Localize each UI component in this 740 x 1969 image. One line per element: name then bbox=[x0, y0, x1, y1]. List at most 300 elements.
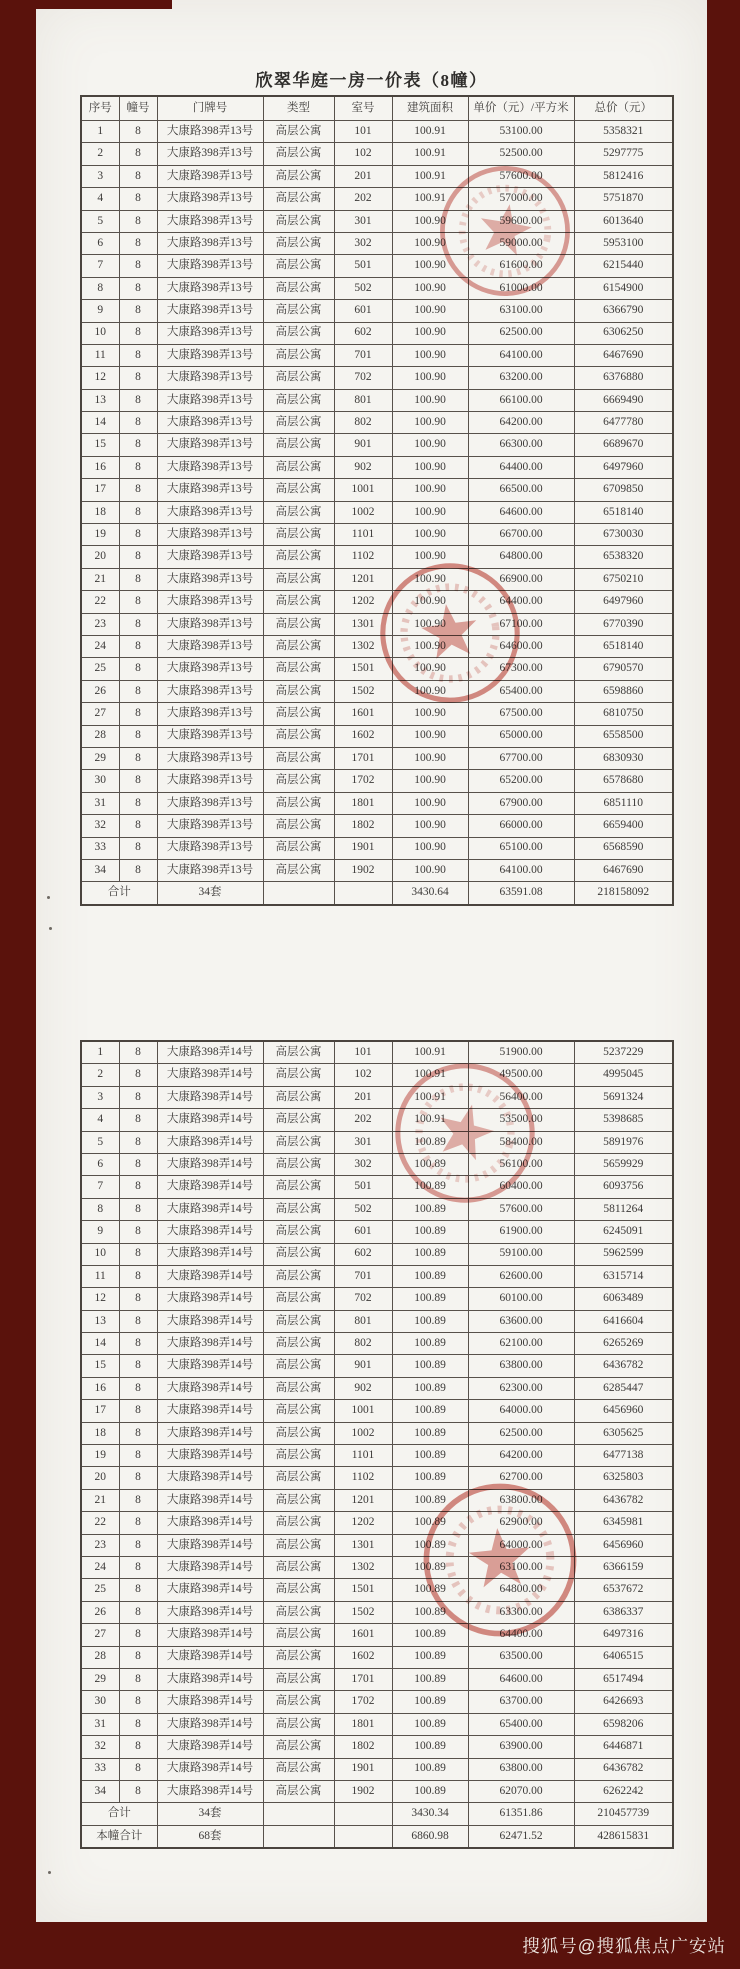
table-cell: 100.89 bbox=[392, 1445, 468, 1467]
table-cell: 3 bbox=[81, 1086, 119, 1108]
table-cell: 13 bbox=[81, 389, 119, 411]
table-row bbox=[81, 591, 673, 613]
table-row bbox=[81, 1713, 673, 1735]
table-cell: 1602 bbox=[334, 725, 392, 747]
table-cell: 1601 bbox=[334, 1624, 392, 1646]
column-header: 建筑面积 bbox=[392, 96, 468, 121]
table-cell: 62070.00 bbox=[468, 1780, 574, 1802]
table-cell: 大康路398弄14号 bbox=[157, 1489, 263, 1511]
subtotal-area: 3430.64 bbox=[392, 882, 468, 905]
table-cell: 8 bbox=[119, 344, 157, 366]
table-row bbox=[81, 1333, 673, 1355]
table-cell: 60400.00 bbox=[468, 1176, 574, 1198]
table-cell: 8 bbox=[119, 1109, 157, 1131]
grand-total-row bbox=[81, 1825, 673, 1848]
table-header-row bbox=[81, 96, 673, 121]
table-cell: 33 bbox=[81, 837, 119, 859]
table-cell: 大康路398弄14号 bbox=[157, 1736, 263, 1758]
price-table-building-13 bbox=[80, 95, 674, 906]
table-cell: 60100.00 bbox=[468, 1288, 574, 1310]
table-cell: 高层公寓 bbox=[263, 1646, 334, 1668]
table-cell: 1802 bbox=[334, 815, 392, 837]
table-cell: 5659929 bbox=[574, 1153, 673, 1175]
table-row bbox=[81, 1489, 673, 1511]
table-row bbox=[81, 703, 673, 725]
table-cell: 5953100 bbox=[574, 232, 673, 254]
table-cell: 高层公寓 bbox=[263, 1086, 334, 1108]
subtotal-row bbox=[81, 1803, 673, 1826]
table-row bbox=[81, 434, 673, 456]
table-cell: 65200.00 bbox=[468, 770, 574, 792]
table-cell: 8 bbox=[119, 277, 157, 299]
table-cell: 1301 bbox=[334, 1534, 392, 1556]
table-cell: 6578680 bbox=[574, 770, 673, 792]
table-row bbox=[81, 322, 673, 344]
table-cell: 8 bbox=[119, 747, 157, 769]
table-cell: 29 bbox=[81, 747, 119, 769]
table-cell: 8 bbox=[119, 456, 157, 478]
table-cell: 大康路398弄14号 bbox=[157, 1176, 263, 1198]
table-cell: 高层公寓 bbox=[263, 770, 334, 792]
table-cell: 8 bbox=[119, 1467, 157, 1489]
table-row bbox=[81, 568, 673, 590]
table-row bbox=[81, 1601, 673, 1623]
table-cell: 6598860 bbox=[574, 680, 673, 702]
table-cell: 52500.00 bbox=[468, 143, 574, 165]
table-cell: 2 bbox=[81, 1064, 119, 1086]
table-cell: 高层公寓 bbox=[263, 210, 334, 232]
table-cell: 64100.00 bbox=[468, 344, 574, 366]
table-cell: 102 bbox=[334, 143, 392, 165]
table-cell: 100.91 bbox=[392, 188, 468, 210]
table-cell: 8 bbox=[119, 1153, 157, 1175]
table-cell: 大康路398弄14号 bbox=[157, 1355, 263, 1377]
table-cell: 100.89 bbox=[392, 1265, 468, 1287]
table-cell: 6467690 bbox=[574, 344, 673, 366]
table-cell: 100.89 bbox=[392, 1556, 468, 1578]
table-cell: 6285447 bbox=[574, 1377, 673, 1399]
table-row bbox=[81, 1556, 673, 1578]
table-cell: 100.90 bbox=[392, 524, 468, 546]
table-cell: 21 bbox=[81, 1489, 119, 1511]
table-cell: 16 bbox=[81, 1377, 119, 1399]
table-row bbox=[81, 1691, 673, 1713]
table-cell: 18 bbox=[81, 501, 119, 523]
table-cell: 64400.00 bbox=[468, 591, 574, 613]
table-cell: 大康路398弄14号 bbox=[157, 1109, 263, 1131]
table-cell: 100.90 bbox=[392, 322, 468, 344]
table-cell: 8 bbox=[119, 479, 157, 501]
table-cell: 6245091 bbox=[574, 1221, 673, 1243]
table-cell: 64200.00 bbox=[468, 1445, 574, 1467]
table-cell: 100.90 bbox=[392, 479, 468, 501]
table-cell: 高层公寓 bbox=[263, 1333, 334, 1355]
table-cell: 8 bbox=[119, 1265, 157, 1287]
table-cell: 100.91 bbox=[392, 121, 468, 143]
table-cell: 5811264 bbox=[574, 1198, 673, 1220]
table-cell: 100.90 bbox=[392, 300, 468, 322]
table-cell: 100.90 bbox=[392, 792, 468, 814]
table-cell: 25 bbox=[81, 1579, 119, 1601]
scan-speckle bbox=[47, 896, 50, 899]
table-cell: 18 bbox=[81, 1422, 119, 1444]
table-cell: 26 bbox=[81, 1601, 119, 1623]
table-cell: 63800.00 bbox=[468, 1489, 574, 1511]
table-cell: 高层公寓 bbox=[263, 389, 334, 411]
table-cell: 100.90 bbox=[392, 501, 468, 523]
table-cell: 5237229 bbox=[574, 1041, 673, 1064]
table-cell: 63100.00 bbox=[468, 300, 574, 322]
table-cell: 65100.00 bbox=[468, 837, 574, 859]
table-cell: 8 bbox=[81, 1198, 119, 1220]
table-cell: 6810750 bbox=[574, 703, 673, 725]
table-cell: 8 bbox=[119, 121, 157, 143]
table-cell: 5358321 bbox=[574, 121, 673, 143]
table-cell: 6467690 bbox=[574, 859, 673, 881]
table-cell: 高层公寓 bbox=[263, 479, 334, 501]
table-cell: 8 bbox=[119, 389, 157, 411]
table-cell: 102 bbox=[334, 1064, 392, 1086]
table-cell: 大康路398弄13号 bbox=[157, 859, 263, 881]
table-cell: 8 bbox=[119, 1668, 157, 1690]
table-cell: 8 bbox=[119, 255, 157, 277]
table-cell: 701 bbox=[334, 344, 392, 366]
table-cell: 63500.00 bbox=[468, 1646, 574, 1668]
table-cell: 高层公寓 bbox=[263, 255, 334, 277]
table-cell: 8 bbox=[119, 1512, 157, 1534]
table-row bbox=[81, 1243, 673, 1265]
table-cell: 高层公寓 bbox=[263, 680, 334, 702]
table-cell: 100.90 bbox=[392, 859, 468, 881]
table-cell: 100.89 bbox=[392, 1221, 468, 1243]
table-cell: 6750210 bbox=[574, 568, 673, 590]
table-row bbox=[81, 210, 673, 232]
table-cell: 大康路398弄13号 bbox=[157, 344, 263, 366]
table-cell: 8 bbox=[119, 1288, 157, 1310]
table-cell: 15 bbox=[81, 434, 119, 456]
table-cell: 10 bbox=[81, 1243, 119, 1265]
table-row bbox=[81, 1646, 673, 1668]
table-cell: 1301 bbox=[334, 613, 392, 635]
subtotal-area: 3430.34 bbox=[392, 1803, 468, 1826]
table-cell: 14 bbox=[81, 1333, 119, 1355]
table-cell: 大康路398弄14号 bbox=[157, 1534, 263, 1556]
table-cell: 100.90 bbox=[392, 389, 468, 411]
table-row bbox=[81, 479, 673, 501]
table-cell: 大康路398弄13号 bbox=[157, 479, 263, 501]
table-cell: 8 bbox=[119, 725, 157, 747]
table-cell: 301 bbox=[334, 1131, 392, 1153]
table-cell: 大康路398弄13号 bbox=[157, 210, 263, 232]
table-cell: 8 bbox=[119, 770, 157, 792]
table-cell: 1602 bbox=[334, 1646, 392, 1668]
table-cell: 大康路398弄13号 bbox=[157, 770, 263, 792]
table-cell: 100.89 bbox=[392, 1310, 468, 1332]
table-cell: 大康路398弄14号 bbox=[157, 1780, 263, 1802]
table-cell: 高层公寓 bbox=[263, 591, 334, 613]
table-cell: 大康路398弄14号 bbox=[157, 1668, 263, 1690]
table-cell: 1502 bbox=[334, 1601, 392, 1623]
table-cell: 1801 bbox=[334, 1713, 392, 1735]
table-cell: 高层公寓 bbox=[263, 725, 334, 747]
table-row bbox=[81, 1221, 673, 1243]
table-cell: 1802 bbox=[334, 1736, 392, 1758]
grand-total-unit-price: 62471.52 bbox=[468, 1825, 574, 1848]
table-row bbox=[81, 456, 673, 478]
table-cell: 大康路398弄14号 bbox=[157, 1153, 263, 1175]
table-cell: 66300.00 bbox=[468, 434, 574, 456]
column-header: 总价（元） bbox=[574, 96, 673, 121]
table-cell: 100.89 bbox=[392, 1422, 468, 1444]
table-cell: 6366790 bbox=[574, 300, 673, 322]
column-header: 类型 bbox=[263, 96, 334, 121]
table-cell: 6305625 bbox=[574, 1422, 673, 1444]
table-cell: 高层公寓 bbox=[263, 1377, 334, 1399]
table-cell: 101 bbox=[334, 1041, 392, 1064]
table-cell: 30 bbox=[81, 770, 119, 792]
table-cell: 1601 bbox=[334, 703, 392, 725]
table-cell: 1701 bbox=[334, 1668, 392, 1690]
table-cell: 24 bbox=[81, 635, 119, 657]
table-cell: 大康路398弄13号 bbox=[157, 591, 263, 613]
table-row bbox=[81, 635, 673, 657]
table-cell: 502 bbox=[334, 277, 392, 299]
table-cell: 1102 bbox=[334, 546, 392, 568]
table-cell: 59100.00 bbox=[468, 1243, 574, 1265]
table-cell: 1 bbox=[81, 1041, 119, 1064]
table-cell: 202 bbox=[334, 188, 392, 210]
table-cell: 502 bbox=[334, 1198, 392, 1220]
table-cell: 8 bbox=[119, 680, 157, 702]
table-cell: 大康路398弄13号 bbox=[157, 300, 263, 322]
table-cell: 8 bbox=[119, 1086, 157, 1108]
table-cell: 59600.00 bbox=[468, 210, 574, 232]
table-row bbox=[81, 188, 673, 210]
table-cell: 大康路398弄13号 bbox=[157, 501, 263, 523]
table-row bbox=[81, 1579, 673, 1601]
table-cell: 8 bbox=[119, 1355, 157, 1377]
empty-cell bbox=[263, 1803, 334, 1826]
table-cell: 8 bbox=[81, 277, 119, 299]
table-row bbox=[81, 389, 673, 411]
page-title: 欣翠华庭一房一价表（8幢） bbox=[255, 71, 488, 90]
table-cell: 8 bbox=[119, 322, 157, 344]
subtotal-unit-price: 63591.08 bbox=[468, 882, 574, 905]
empty-cell bbox=[263, 1825, 334, 1848]
subtotal-total: 218158092 bbox=[574, 882, 673, 905]
grand-total-area: 6860.98 bbox=[392, 1825, 468, 1848]
table-cell: 28 bbox=[81, 725, 119, 747]
table-cell: 100.89 bbox=[392, 1333, 468, 1355]
table-cell: 1001 bbox=[334, 1400, 392, 1422]
table-cell: 802 bbox=[334, 412, 392, 434]
table-cell: 大康路398弄14号 bbox=[157, 1579, 263, 1601]
table-cell: 100.90 bbox=[392, 232, 468, 254]
table-cell: 大康路398弄14号 bbox=[157, 1198, 263, 1220]
table-cell: 大康路398弄14号 bbox=[157, 1758, 263, 1780]
table-cell: 701 bbox=[334, 1265, 392, 1287]
table-cell: 100.90 bbox=[392, 815, 468, 837]
table-cell: 100.89 bbox=[392, 1713, 468, 1735]
table-cell: 大康路398弄13号 bbox=[157, 546, 263, 568]
table-cell: 66900.00 bbox=[468, 568, 574, 590]
table-cell: 6518140 bbox=[574, 501, 673, 523]
table-row bbox=[81, 344, 673, 366]
table-cell: 8 bbox=[119, 434, 157, 456]
table-cell: 9 bbox=[81, 300, 119, 322]
table-cell: 大康路398弄14号 bbox=[157, 1445, 263, 1467]
table-row bbox=[81, 501, 673, 523]
table-cell: 大康路398弄14号 bbox=[157, 1624, 263, 1646]
table-cell: 6537672 bbox=[574, 1579, 673, 1601]
grand-total-units: 68套 bbox=[157, 1825, 263, 1848]
table-cell: 63200.00 bbox=[468, 367, 574, 389]
table-cell: 64200.00 bbox=[468, 412, 574, 434]
table-cell: 302 bbox=[334, 1153, 392, 1175]
table-cell: 8 bbox=[119, 1624, 157, 1646]
table-cell: 8 bbox=[119, 501, 157, 523]
table-cell: 大康路398弄14号 bbox=[157, 1377, 263, 1399]
table-cell: 高层公寓 bbox=[263, 1691, 334, 1713]
table-cell: 8 bbox=[119, 1601, 157, 1623]
table-cell: 501 bbox=[334, 255, 392, 277]
table-cell: 6456960 bbox=[574, 1534, 673, 1556]
table-cell: 28 bbox=[81, 1646, 119, 1668]
table-cell: 64000.00 bbox=[468, 1534, 574, 1556]
table-cell: 49500.00 bbox=[468, 1064, 574, 1086]
table-cell: 6659400 bbox=[574, 815, 673, 837]
empty-cell bbox=[263, 882, 334, 905]
table-cell: 3 bbox=[81, 165, 119, 187]
table-row bbox=[81, 300, 673, 322]
table-cell: 20 bbox=[81, 1467, 119, 1489]
table-cell: 24 bbox=[81, 1556, 119, 1578]
table-cell: 100.89 bbox=[392, 1534, 468, 1556]
table-cell: 8 bbox=[119, 546, 157, 568]
table-cell: 100.90 bbox=[392, 210, 468, 232]
empty-cell bbox=[334, 882, 392, 905]
scan-speckle bbox=[49, 927, 52, 930]
table-cell: 5962599 bbox=[574, 1243, 673, 1265]
table-cell: 大康路398弄14号 bbox=[157, 1422, 263, 1444]
table-cell: 64100.00 bbox=[468, 859, 574, 881]
table-cell: 高层公寓 bbox=[263, 367, 334, 389]
table-cell: 高层公寓 bbox=[263, 1467, 334, 1489]
table-cell: 8 bbox=[119, 792, 157, 814]
table-cell: 31 bbox=[81, 792, 119, 814]
table-cell: 100.90 bbox=[392, 277, 468, 299]
table-cell: 高层公寓 bbox=[263, 300, 334, 322]
table-cell: 62500.00 bbox=[468, 322, 574, 344]
table-cell: 高层公寓 bbox=[263, 1288, 334, 1310]
table-cell: 22 bbox=[81, 591, 119, 613]
table-cell: 1702 bbox=[334, 1691, 392, 1713]
table-cell: 100.90 bbox=[392, 344, 468, 366]
table-cell: 大康路398弄14号 bbox=[157, 1041, 263, 1064]
table-cell: 63800.00 bbox=[468, 1355, 574, 1377]
table-cell: 100.90 bbox=[392, 635, 468, 657]
table-cell: 4 bbox=[81, 1109, 119, 1131]
table-cell: 8 bbox=[119, 1400, 157, 1422]
table-cell: 63700.00 bbox=[468, 1691, 574, 1713]
table-row bbox=[81, 1624, 673, 1646]
table-cell: 大康路398弄13号 bbox=[157, 680, 263, 702]
table-cell: 高层公寓 bbox=[263, 165, 334, 187]
table-cell: 64400.00 bbox=[468, 1624, 574, 1646]
table-cell: 201 bbox=[334, 165, 392, 187]
table-row bbox=[81, 412, 673, 434]
subtotal-total: 210457739 bbox=[574, 1803, 673, 1826]
table-cell: 高层公寓 bbox=[263, 1153, 334, 1175]
table-cell: 100.90 bbox=[392, 613, 468, 635]
table-row bbox=[81, 1512, 673, 1534]
table-cell: 34 bbox=[81, 859, 119, 881]
table-cell: 11 bbox=[81, 344, 119, 366]
table-cell: 大康路398弄14号 bbox=[157, 1333, 263, 1355]
table-cell: 大康路398弄14号 bbox=[157, 1691, 263, 1713]
table-cell: 56100.00 bbox=[468, 1153, 574, 1175]
table-cell: 100.90 bbox=[392, 456, 468, 478]
table-cell: 大康路398弄14号 bbox=[157, 1064, 263, 1086]
table-cell: 6093756 bbox=[574, 1176, 673, 1198]
table-cell: 8 bbox=[119, 524, 157, 546]
table-cell: 100.89 bbox=[392, 1243, 468, 1265]
table-cell: 高层公寓 bbox=[263, 703, 334, 725]
table-cell: 1901 bbox=[334, 1758, 392, 1780]
table-cell: 8 bbox=[119, 165, 157, 187]
table-cell: 57600.00 bbox=[468, 1198, 574, 1220]
table-cell: 34 bbox=[81, 1780, 119, 1802]
table-cell: 1801 bbox=[334, 792, 392, 814]
subtotal-label: 合计 bbox=[81, 882, 157, 905]
table-cell: 高层公寓 bbox=[263, 1758, 334, 1780]
table-cell: 59000.00 bbox=[468, 232, 574, 254]
table-cell: 12 bbox=[81, 1288, 119, 1310]
table-cell: 高层公寓 bbox=[263, 1131, 334, 1153]
subtotal-row bbox=[81, 882, 673, 905]
table-cell: 大康路398弄13号 bbox=[157, 815, 263, 837]
table-cell: 高层公寓 bbox=[263, 635, 334, 657]
table-cell: 63900.00 bbox=[468, 1736, 574, 1758]
table-cell: 66000.00 bbox=[468, 815, 574, 837]
table-cell: 902 bbox=[334, 1377, 392, 1399]
table-cell: 101 bbox=[334, 121, 392, 143]
table-row bbox=[81, 121, 673, 143]
table-cell: 63800.00 bbox=[468, 1758, 574, 1780]
table-cell: 6366159 bbox=[574, 1556, 673, 1578]
table-cell: 1302 bbox=[334, 635, 392, 657]
table-row bbox=[81, 165, 673, 187]
table-row bbox=[81, 770, 673, 792]
table-cell: 6436782 bbox=[574, 1758, 673, 1780]
table-cell: 1201 bbox=[334, 568, 392, 590]
table-cell: 29 bbox=[81, 1668, 119, 1690]
table-cell: 100.90 bbox=[392, 367, 468, 389]
table-cell: 高层公寓 bbox=[263, 1198, 334, 1220]
table-row bbox=[81, 1265, 673, 1287]
table-cell: 大康路398弄14号 bbox=[157, 1400, 263, 1422]
table-cell: 6689670 bbox=[574, 434, 673, 456]
table-cell: 100.90 bbox=[392, 546, 468, 568]
table-cell: 高层公寓 bbox=[263, 747, 334, 769]
table-cell: 大康路398弄13号 bbox=[157, 165, 263, 187]
table-cell: 高层公寓 bbox=[263, 456, 334, 478]
table-cell: 高层公寓 bbox=[263, 1109, 334, 1131]
table-cell: 6669490 bbox=[574, 389, 673, 411]
table-cell: 802 bbox=[334, 1333, 392, 1355]
table-cell: 1501 bbox=[334, 658, 392, 680]
table-cell: 53100.00 bbox=[468, 121, 574, 143]
